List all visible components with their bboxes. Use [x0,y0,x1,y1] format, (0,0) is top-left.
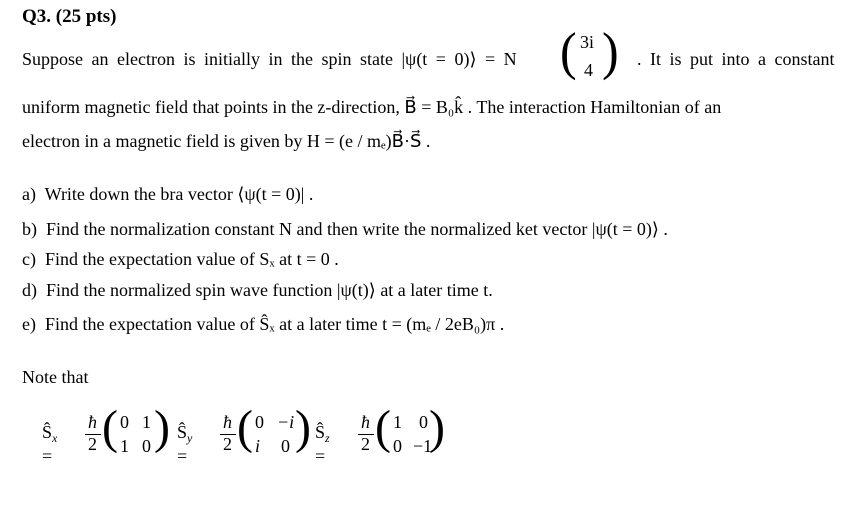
part-c [22,249,339,270]
part-text: Find the expectation value of Sₓ at t = 0 . [44,249,339,269]
matrix-cell: 0 [419,412,428,432]
part-label: c) [22,249,36,269]
part-text: Find the normalized spin wave function |ψ(t)⟩ at a later time t. [46,280,493,300]
left-paren: ( [237,401,253,454]
operator-symbol: $Ŝ_z$ = [315,422,330,466]
part-label: e) [22,314,36,334]
matrix-cell: 1 [142,412,151,432]
intro-line3: electron in a magnetic field is given by H = (e / mₑ)B⃗·S⃗ . [22,131,431,151]
denominator: 2 [223,434,232,454]
part-text: Find the expectation value of Ŝₓ at a later time t = (mₑ / 2eB₀)π . [44,314,505,334]
note-text: Note that [22,367,89,387]
matrix-cell: 0 [120,412,129,432]
intro-text-part1: Suppose an electron is initially in the spin state |ψ(t = 0)⟩ = N [22,49,517,69]
part-label: b) [22,219,37,239]
matrix-cell: 0 [142,436,151,456]
part-text: Find the normalization constant N and then write the normalized ket vector |ψ(t = 0)⟩ . [46,219,668,239]
intro-line2: uniform magnetic field that points in the z-direction, B⃗ = B₀k̂ . The interaction Hamiltonian of an [22,97,722,117]
denominator: 2 [88,434,97,454]
denominator: 2 [361,434,370,454]
vector-top: 3i [580,32,595,52]
left-paren: ( [375,401,391,454]
operator-symbol: $Ŝ_x$ = [42,422,58,466]
hbar-numerator: ħ [361,412,370,432]
part-label: d) [22,280,37,300]
left-paren: ( [560,21,577,81]
part-text: Write down the bra vector ⟨ψ(t = 0)| . [44,184,314,204]
vector-bottom: 4 [584,60,593,80]
right-paren: ) [602,21,619,81]
part-a [22,184,313,205]
intro-text-part2: . It is put into a constant [637,49,835,69]
matrix-cell: 0 [255,412,264,432]
part-e [22,314,504,335]
part-d [22,280,493,301]
hbar-numerator: ħ [223,412,232,432]
hbar-numerator: ħ [88,412,97,432]
operator-symbol: $Ŝ_y$ = [177,422,193,466]
matrix-cell: 1 [393,412,402,432]
part-label: a) [22,184,36,204]
right-paren: ) [429,401,445,454]
question-title: Q3. (25 pts) [22,6,117,27]
matrix-cell: 1 [120,436,129,456]
matrix-cell: i [255,436,261,456]
left-paren: ( [102,401,118,454]
matrix-cell: 0 [281,436,290,456]
right-paren: ) [154,401,170,454]
part-b [22,219,668,240]
right-paren: ) [295,401,311,454]
matrix-cell: −i [277,412,295,432]
matrix-cell: 0 [393,436,402,456]
matrix-cell: −1 [413,436,433,456]
